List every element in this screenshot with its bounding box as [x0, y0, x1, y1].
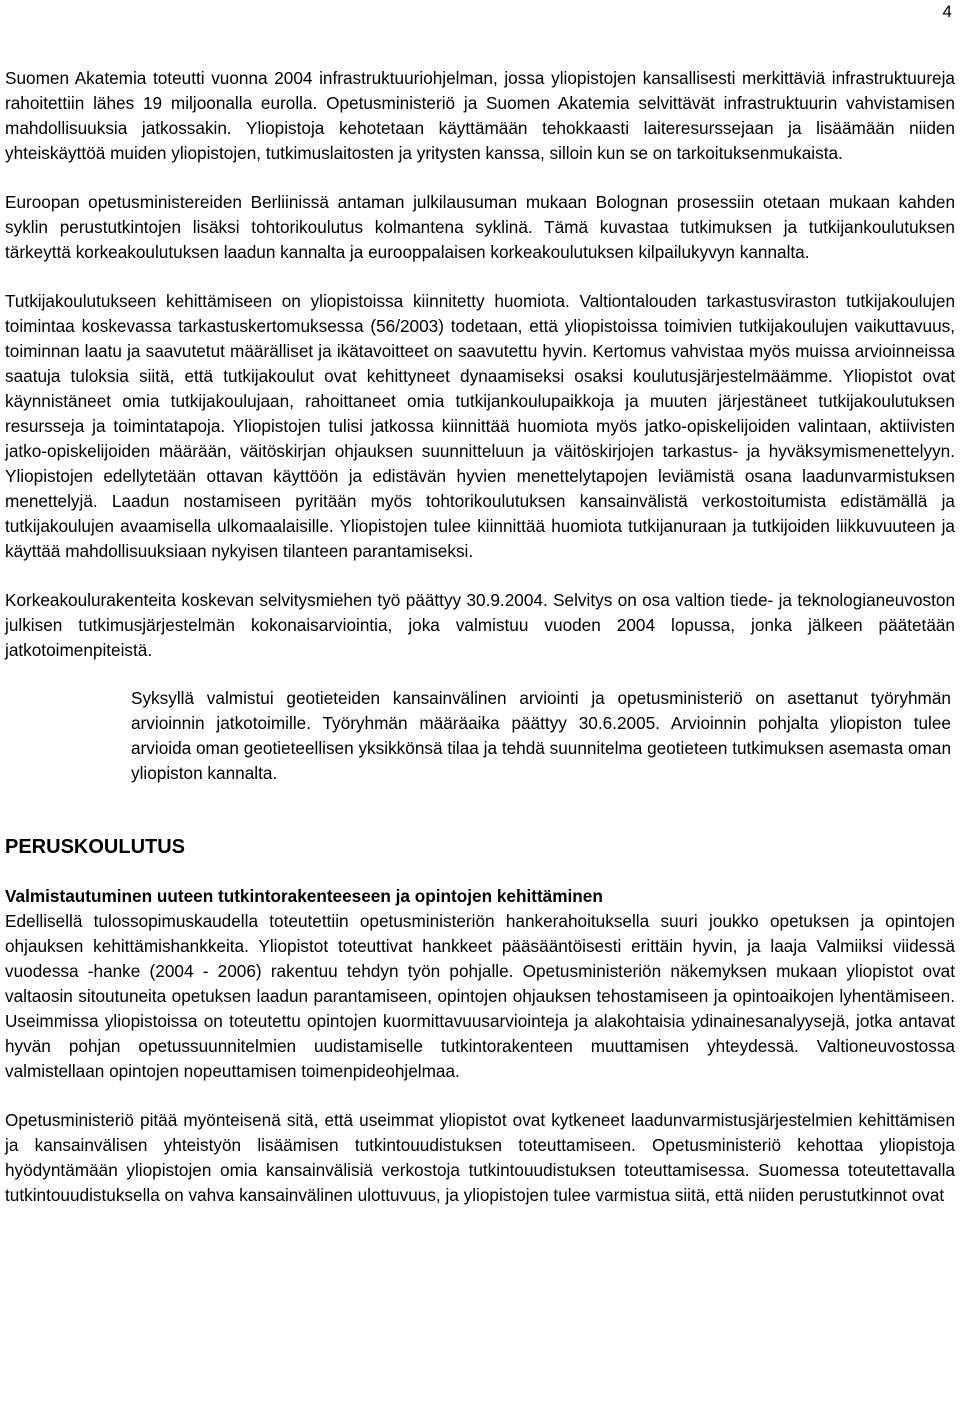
- page-number: 4: [942, 2, 952, 21]
- paragraph-doctoral-training: Tutkijakoulutukseen kehittämiseen on yliopistoissa kiinnitetty huomiota. Valtiontalouden tarkastusviraston tutkijakoulujen toimintaa koskevassa tarkastuskertomuksessa (56/2003) todetaan, että yliopistoissa toimivien tutkijakoulujen vaikuttavuus, toiminnan laatu ja saavutetut määrälliset ja ikätavoitteet on saavutettu hyvin. Kertomus vahvistaa myös muissa arvioinneissa saatuja tuloksia siitä, että tutkijakoulut ovat kehittyneet dynaamiseksi osaksi koulutusjärjestelmäämme. Yliopistot ovat käynnistäneet omia tutkijakoulujaan, rahoittaneet omia tutkijankoulupaikkoja ja muuten järjestäneet tutkijakoulutuksen resursseja ja toimintatapoja. Yliopistojen tulisi jatkossa kiinnittää huomiota myös jatko-opiskelijoiden valintaan, aktiivisten jatko-opiskelijoiden määrään, väitöskirjan ohjauksen suunnitteluun ja väitöskirjojen tarkastus- ja hyväksymismenettelyyn. Yliopistojen edellytetään ottavan käyttöön ja edistävän hyvien menettelytapojen leviämistä osana laadunvarmistuksen menettelyjä. Laadun nostamiseen pyritään myös tohtorikoulutuksen kansainvälistä verkostoitumista edistämällä ja tutkijakoulujen avaamisella ulkomaalaisille. Yliopistojen tulee kiinnittää huomiota tutkijanuraan ja tutkijoiden liikkuvuuteen ja käyttää mahdollisuuksiaan nykyisen tilanteen parantamiseksi.: [5, 291, 955, 561]
- indented-paragraph-geosciences: Syksyllä valmistui geotieteiden kansainvälinen arviointi ja opetusministeriö on asettanut työryhmän arvioinnin jatkotoimille. Työryhmän määräaika päättyy 30.6.2005. Arvioinnin pohjalta yliopiston tulee arvioida oman geotieteellisen yksikkönsä tilaa ja tehdä suunnitelma geotieteen tutkimuksen asemasta oman yliopiston kannalta.: [131, 688, 951, 783]
- paragraph-university-structures: Korkeakoulurakenteita koskevan selvitysmiehen työ päättyy 30.9.2004. Selvitys on osa valtion tiede- ja teknologianeuvoston julkisen tutkimusjärjestelmän kokonaisarviointia, joka valmistuu vuoden 2004 lopussa, jonka jälkeen päätetään jatkotoimenpiteistä.: [5, 590, 955, 660]
- page-content: [5, 66, 955, 1208]
- paragraph-teaching-development: Edellisellä tulossopimuskaudella toteutettiin opetusministeriön hankerahoituksella suuri joukko opetuksen ja opintojen ohjauksen kehittämishankkeita. Yliopistot toteuttivat hankkeet pääsääntöisesti erittäin hyvin, ja laaja Valmiiksi viidessä vuodessa -hanke (2004 - 2006) rakentuu tehdyn työn pohjalle. Opetusministeriön näkemyksen mukaan yliopistot ovat valtaosin sitoutuneita opetuksen laadun parantamiseen, opintojen ohjauksen tehostamiseen ja opintoaikojen lyhentämiseen. Useimmissa yliopistoissa on toteutettu opintojen kuormittavuusarviointeja ja alakohtaisia ydinainesanalyysejä, jotka antavat hyvän pohjan opetussuunnitelmien uudistamiselle tutkintorakenteen muuttamisen yhteydessä. Valtioneuvostossa valmistellaan opintojen nopeuttamisen toimenpideohjelmaa.: [5, 911, 955, 1081]
- section-subheading: Valmistautuminen uuteen tutkintorakenteeseen ja opintojen kehittäminen: [5, 886, 603, 906]
- section-heading: PERUSKOULUTUS: [5, 836, 186, 858]
- paragraph-infrastructure: Suomen Akatemia toteutti vuonna 2004 infrastruktuuriohjelman, jossa yliopistojen kansallisesti merkittäviä infrastruktuureja rahoitettiin lähes 19 miljoonalla eurolla. Opetusministeriö ja Suomen Akatemia selvittävät infrastruktuurin vahvistamisen mahdollisuuksia jatkossakin. Yliopistoja kehotetaan käyttämään tehokkaasti laiteresurssejaan ja lisäämään niiden yhteiskäyttöä muiden yliopistojen, tutkimuslaitosten ja yritysten kanssa, silloin kun se on tarkoituksenmukaista.: [5, 68, 955, 163]
- paragraph-bologna: Euroopan opetusministereiden Berliinissä antaman julkilausuman mukaan Bolognan prosessiin otetaan mukaan kahden syklin perustutkintojen lisäksi tohtorikoulutus kolmantena syklinä. Tämä kuvastaa tutkimuksen ja tutkijankoulutuksen tärkeyttä korkeakoulutuksen laadun kannalta ja eurooppalaisen korkeakoulutuksen kilpailukyvyn kannalta.: [5, 192, 955, 262]
- paragraph-degree-reform: Opetusministeriö pitää myönteisenä sitä, että useimmat yliopistot ovat kytkeneet laadunvarmistusjärjestelmien kehittämisen ja kansainvälisen yhteistyön lisäämisen tutkintouudistuksen toteuttamiseen. Opetusministeriö kehottaa yliopistoja hyödyntämään yliopistojen omia kansainvälisiä verkostoja tutkintouudistuksen toteuttamisessa. Suomessa toteutettavalla tutkintouudistuksella on vahva kansainvälinen ulottuvuus, ja yliopistojen tulee varmistua siitä, että niiden perustutkinnot ovat: [5, 1110, 955, 1205]
